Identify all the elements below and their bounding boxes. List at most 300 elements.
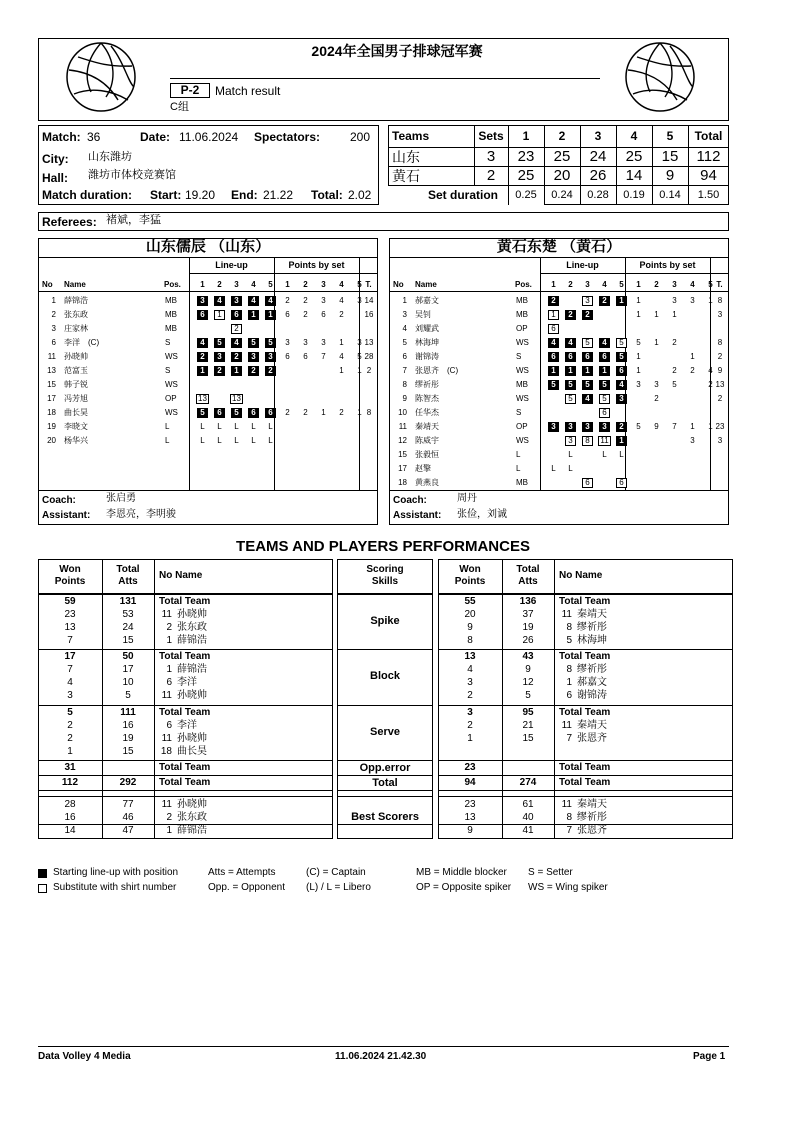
- total-atts: 21: [522, 720, 534, 731]
- player-position: S: [165, 338, 171, 347]
- score-header-5: 4: [630, 129, 638, 143]
- perf-row-line: [438, 790, 733, 791]
- set-points: 2: [303, 408, 308, 417]
- start-label: Start:: [150, 188, 182, 202]
- player-name: 陈智杰: [415, 394, 439, 403]
- player-no: 8: [566, 812, 572, 823]
- player-number: 15: [47, 380, 56, 389]
- score-header-1: Sets: [478, 129, 504, 143]
- total-label: Total: [372, 777, 398, 789]
- lineup-position: 3: [214, 352, 225, 362]
- roster-col-header: 4: [251, 280, 256, 289]
- set-points: 6: [285, 310, 290, 319]
- player-name: 曲长昊: [64, 408, 88, 417]
- player-no: 11: [561, 720, 572, 731]
- won-points: 13: [464, 651, 476, 662]
- lineup-position: 3: [248, 352, 259, 362]
- starter-square-icon: [38, 869, 47, 878]
- lineup-position: 3: [582, 422, 593, 432]
- player-number: 6: [51, 338, 56, 347]
- lineup-position: 3: [616, 394, 627, 404]
- player-no: 6: [166, 677, 172, 688]
- set-points: 2: [285, 408, 290, 417]
- player-position: L: [165, 422, 170, 431]
- lineup-position: 4: [265, 296, 276, 306]
- total-time: 2.02: [348, 188, 372, 202]
- player-number: 18: [47, 408, 56, 417]
- player-no: 1: [166, 825, 172, 836]
- lineup-position: 6: [616, 478, 627, 488]
- performance-title: TEAMS AND PLAYERS PERFORMANCES: [236, 538, 530, 555]
- lineup-position: 2: [231, 352, 242, 362]
- player-or-team: 秦靖天: [577, 609, 607, 620]
- total-atts: 12: [522, 677, 534, 688]
- lineup-label: Line-up: [215, 260, 248, 270]
- set-points: 1: [672, 310, 677, 319]
- set-points: 3: [636, 380, 641, 389]
- perf-header-left-col: [154, 559, 155, 594]
- player-position: WS: [165, 408, 178, 417]
- lineup-position: 1: [565, 366, 576, 376]
- set-points: 2: [672, 366, 677, 375]
- player-total-points: 8: [717, 338, 723, 347]
- lineup-position: 2: [599, 296, 610, 306]
- player-no: 1: [166, 635, 172, 646]
- lineup-position: 2: [214, 366, 225, 376]
- total-atts: 136: [519, 596, 537, 607]
- player-or-team: Total Team: [159, 596, 211, 607]
- player-name: 秦靖天: [415, 422, 439, 431]
- player-total-points: 2: [717, 352, 723, 361]
- player-number: 19: [47, 422, 56, 431]
- player-no: 8: [566, 622, 572, 633]
- referees-names: 褚斌，李猛: [106, 214, 161, 226]
- lineup-position: L: [251, 422, 256, 431]
- score-cell: 3: [486, 148, 496, 165]
- set-points: 1: [690, 422, 695, 431]
- set-points: 2: [285, 296, 290, 305]
- roster-col-header: 3: [585, 280, 590, 289]
- lineup-position: 3: [565, 422, 576, 432]
- lineup-position: 4: [599, 338, 610, 348]
- lineup-position: L: [268, 422, 273, 431]
- player-or-team: 缪祈彤: [577, 622, 607, 633]
- player-or-team: 郝嘉文: [577, 677, 607, 688]
- player-number: 17: [47, 394, 56, 403]
- points-label: Points by set: [639, 260, 696, 270]
- won-points: 7: [67, 635, 73, 646]
- score-header-4: 3: [594, 129, 602, 143]
- lineup-position: 5: [214, 338, 225, 348]
- won-points: 28: [64, 799, 76, 810]
- performance-table: [38, 559, 733, 839]
- lineup-position: 6: [616, 366, 627, 376]
- player-no: 2: [166, 812, 172, 823]
- roster-header-line: [389, 291, 729, 292]
- lineup-position: L: [268, 436, 273, 445]
- referees-label: Referees:: [42, 215, 97, 229]
- won-points-header-away: Won Points: [454, 564, 486, 587]
- player-name: 范富玉: [64, 366, 88, 375]
- legend-item: MB = Middle blocker: [416, 867, 507, 878]
- lineup-position: 13: [230, 394, 243, 404]
- roster-col-header: 2: [568, 280, 573, 289]
- player-number: 7: [402, 366, 407, 375]
- legend-item: Opp. = Opponent: [208, 882, 286, 893]
- won-points: 1: [467, 733, 473, 744]
- total-team-label: Total Team: [559, 762, 611, 773]
- lineup-position: 5: [599, 394, 610, 404]
- roster-col-header: Name: [64, 280, 86, 289]
- player-or-team: 孙晓帅: [177, 799, 207, 810]
- points-label: Points by set: [288, 260, 345, 270]
- player-position: WS: [165, 352, 178, 361]
- lineup-position: 2: [548, 296, 559, 306]
- player-no: 7: [566, 733, 572, 744]
- lineup-position: 4: [565, 338, 576, 348]
- footer-timestamp: 11.06.2024 21.42.30: [335, 1051, 427, 1062]
- doc-code-box: P-2: [170, 83, 210, 98]
- player-or-team: Total Team: [559, 707, 611, 718]
- player-or-team: 薛锦浩: [177, 635, 207, 646]
- set-points: 3: [321, 296, 326, 305]
- player-name: 薛锦浩: [64, 296, 88, 305]
- lineup-position: 1: [582, 366, 593, 376]
- won-points: 59: [64, 596, 76, 607]
- set-points: 1: [636, 366, 641, 375]
- perf-block-line: [438, 649, 733, 650]
- match-label: Match:: [42, 130, 81, 144]
- roster-col-header: 4: [339, 280, 344, 289]
- team-name: 黄石东楚 （黄石）: [496, 238, 622, 255]
- player-or-team: 缪祈彤: [577, 812, 607, 823]
- set-points: 1: [654, 310, 659, 319]
- player-number: 2: [51, 310, 56, 319]
- score-duration-line: [544, 204, 729, 205]
- city-label: City:: [42, 152, 69, 166]
- lineup-position: 5: [582, 380, 593, 390]
- lineup-position: 1: [214, 310, 225, 320]
- player-name: 陈威宇: [415, 436, 439, 445]
- set-points: 4: [339, 296, 344, 305]
- player-no: 2: [166, 622, 172, 633]
- roster-col-header: Pos.: [164, 280, 181, 289]
- roster-col-header: 2: [217, 280, 222, 289]
- won-points: 94: [464, 777, 476, 788]
- won-points: 20: [464, 609, 476, 620]
- lineup-position: 5: [565, 380, 576, 390]
- roster-col-header: 1: [551, 280, 556, 289]
- substitute-square-icon: [38, 884, 47, 893]
- total-atts: 50: [122, 651, 134, 662]
- player-position: OP: [516, 422, 528, 431]
- footer-source: Data Volley 4 Media: [38, 1051, 131, 1062]
- lineup-position: 2: [248, 366, 259, 376]
- set-points: 1: [636, 310, 641, 319]
- player-no: 7: [566, 825, 572, 836]
- player-number: 5: [402, 338, 407, 347]
- score-cell: 25: [517, 167, 535, 184]
- player-position: MB: [516, 310, 528, 319]
- player-number: 12: [398, 436, 407, 445]
- roster-col-header: 5: [619, 280, 624, 289]
- player-or-team: 李洋: [177, 720, 197, 731]
- player-no: 1: [166, 664, 172, 675]
- no-name-header-away: No Name: [559, 570, 603, 581]
- player-name: 张恩齐 (C): [415, 366, 459, 375]
- player-no: 11: [561, 609, 572, 620]
- set-points: 2: [690, 366, 695, 375]
- roster-col-header: No: [42, 280, 53, 289]
- title-underline: [170, 78, 600, 79]
- set-points: 9: [654, 422, 659, 431]
- lineup-position: 4: [616, 380, 627, 390]
- coach-name: 周丹: [457, 493, 477, 504]
- lineup-position: L: [200, 422, 205, 431]
- player-no: 8: [566, 664, 572, 675]
- lineup-position: 11: [598, 436, 611, 446]
- lineup-position: 13: [196, 394, 209, 404]
- won-points: 2: [67, 733, 73, 744]
- lineup-position: 6: [565, 352, 576, 362]
- won-points: 9: [467, 825, 473, 836]
- won-points: 5: [67, 707, 73, 718]
- lineup-position: L: [602, 450, 607, 459]
- legend-item: WS = Wing spiker: [528, 882, 608, 893]
- lineup-position: 3: [265, 352, 276, 362]
- team-name-line: [38, 257, 378, 258]
- player-number: 20: [47, 436, 56, 445]
- total-atts-header-home: Total Atts: [116, 564, 140, 587]
- player-position: WS: [165, 380, 178, 389]
- total-atts: 10: [122, 677, 134, 688]
- match-number: 36: [87, 130, 101, 144]
- lineup-position: L: [234, 436, 239, 445]
- player-name: 林海坤: [415, 338, 439, 347]
- lineup-position: 1: [548, 366, 559, 376]
- match-date: 11.06.2024: [179, 130, 239, 144]
- won-points: 23: [464, 762, 476, 773]
- perf-block-line: [337, 705, 433, 706]
- set-points: 1: [339, 366, 344, 375]
- spectators-label: Spectators:: [254, 130, 321, 144]
- set-points: 2: [672, 338, 677, 347]
- skill-label: Serve: [370, 726, 400, 738]
- no-name-header-home: No Name: [159, 570, 203, 581]
- set-points: 6: [303, 352, 308, 361]
- player-or-team: Total Team: [159, 651, 211, 662]
- legend-item: Atts = Attempts: [208, 867, 276, 878]
- coach-label: Coach:: [42, 495, 76, 506]
- player-number: 6: [402, 352, 407, 361]
- lineup-position: 2: [197, 352, 208, 362]
- set-points: 7: [321, 352, 326, 361]
- set-duration-3: 0.19: [623, 189, 645, 201]
- lineup-position: 6: [248, 408, 259, 418]
- total-atts: 61: [522, 799, 534, 810]
- lineup-position: 6: [265, 408, 276, 418]
- set-duration-4: 0.14: [659, 189, 681, 201]
- total-atts: 292: [119, 777, 137, 788]
- player-position: S: [516, 408, 522, 417]
- score-cell: 黄石: [392, 168, 420, 184]
- won-points: 4: [467, 664, 473, 675]
- won-points: 7: [67, 664, 73, 675]
- score-header-7: Total: [694, 129, 723, 143]
- perf-row-line: [438, 775, 733, 776]
- perf-block-line: [438, 705, 733, 706]
- score-header-2: 1: [522, 129, 530, 143]
- legend-item: (L) / L = Libero: [306, 882, 371, 893]
- player-position: S: [165, 366, 171, 375]
- player-number: 3: [402, 310, 407, 319]
- player-number: 11: [47, 352, 56, 361]
- total-atts: 274: [519, 777, 537, 788]
- player-or-team: 孙晓帅: [177, 733, 207, 744]
- lineup-position: 5: [197, 408, 208, 418]
- score-cell: 15: [661, 148, 679, 165]
- total-atts: 43: [522, 651, 534, 662]
- total-atts: 5: [525, 690, 531, 701]
- player-no: 5: [566, 635, 572, 646]
- set-points: 2: [303, 310, 308, 319]
- player-total-points: 9: [717, 366, 723, 375]
- lineup-position: 5: [548, 380, 559, 390]
- roster-col-header: 1: [200, 280, 205, 289]
- lineup-position: 1: [616, 436, 627, 446]
- player-position: MB: [165, 296, 177, 305]
- total-atts: 19: [522, 622, 534, 633]
- team-name-line: [389, 257, 729, 258]
- lineup-position: 4: [548, 338, 559, 348]
- set-points: 1: [636, 352, 641, 361]
- coach-line: [38, 490, 378, 491]
- subheader-line: [189, 273, 378, 274]
- player-name: 李晓文: [64, 422, 88, 431]
- lineup-position: 3: [599, 422, 610, 432]
- player-or-team: 张恩齐: [577, 825, 607, 836]
- perf-block-line: [337, 649, 433, 650]
- lineup-position: 5: [265, 338, 276, 348]
- won-points: 3: [467, 707, 473, 718]
- lineup-position: 4: [214, 296, 225, 306]
- roster-col-header: T.: [716, 280, 723, 289]
- score-header-0: Teams: [392, 129, 430, 143]
- score-cell: 9: [665, 167, 675, 184]
- player-no: 11: [161, 799, 172, 810]
- won-points: 8: [467, 635, 473, 646]
- set-points: 4: [339, 352, 344, 361]
- player-or-team: 秦靖天: [577, 720, 607, 731]
- player-total-points: 13: [715, 380, 725, 389]
- player-or-team: Total Team: [559, 596, 611, 607]
- player-position: MB: [516, 296, 528, 305]
- set-points: 3: [690, 436, 695, 445]
- won-points: 112: [61, 777, 79, 788]
- lineup-position: 4: [248, 296, 259, 306]
- city-value: 山东潍坊: [88, 151, 132, 163]
- player-total-points: 13: [364, 338, 374, 347]
- won-points: 1: [67, 746, 73, 757]
- score-cell: 26: [589, 167, 607, 184]
- roster-col-header: 3: [234, 280, 239, 289]
- player-or-team: 薛锦浩: [177, 825, 207, 836]
- set-points: 6: [321, 310, 326, 319]
- total-atts: 53: [122, 609, 134, 620]
- player-name: 刘耀武: [415, 324, 439, 333]
- set-points: 5: [672, 380, 677, 389]
- lineup-position: 2: [231, 324, 242, 334]
- perf-block-line: [38, 705, 333, 706]
- player-position: MB: [516, 478, 528, 487]
- total-atts: 111: [120, 707, 136, 718]
- score-header-3: 2: [558, 129, 566, 143]
- lineup-position: 1: [197, 366, 208, 376]
- roster-col-header: 5: [268, 280, 273, 289]
- player-name: 赵擎: [415, 464, 431, 473]
- lineup-position: 3: [231, 296, 242, 306]
- lineup-position: 5: [582, 338, 593, 348]
- player-no: 11: [161, 733, 172, 744]
- assistant-label: Assistant:: [42, 510, 91, 521]
- set-points: 3: [357, 296, 362, 305]
- team-name: 山东儒辰 （山东）: [145, 238, 271, 255]
- perf-row-line: [38, 760, 333, 761]
- player-total-points: 16: [364, 310, 374, 319]
- set-points: 3: [303, 338, 308, 347]
- score-cell: 94: [700, 167, 717, 184]
- perf-row-line: [438, 760, 733, 761]
- roster-col-header: 5: [357, 280, 362, 289]
- won-points: 2: [467, 690, 473, 701]
- lineup-position: 6: [599, 408, 610, 418]
- set-duration-0: 0.25: [515, 189, 537, 201]
- lineup-position: L: [568, 450, 573, 459]
- lineup-position: 2: [616, 422, 627, 432]
- perf-header-right-col: [554, 559, 555, 594]
- set-points: 3: [357, 338, 362, 347]
- player-number: 17: [398, 464, 407, 473]
- total-atts: 15: [122, 746, 134, 757]
- lineup-position: L: [217, 436, 222, 445]
- score-cell: 2: [486, 167, 496, 184]
- lineup-position: 4: [582, 394, 593, 404]
- lineup-position: L: [568, 464, 573, 473]
- set-points: 1: [321, 408, 326, 417]
- player-position: MB: [516, 380, 528, 389]
- total-team-label: Total Team: [559, 777, 611, 788]
- team-roster-away: [389, 238, 729, 525]
- won-points: 23: [464, 799, 476, 810]
- total-atts: 5: [125, 690, 131, 701]
- legend-item: (C) = Captain: [306, 867, 366, 878]
- won-points: 23: [64, 609, 76, 620]
- total-team-label: Total Team: [159, 762, 211, 773]
- player-total-points: 3: [717, 436, 723, 445]
- won-points: 55: [464, 596, 476, 607]
- player-position: OP: [516, 324, 528, 333]
- total-atts: 47: [122, 825, 134, 836]
- hall-value: 潍坊市体校竞赛馆: [88, 169, 176, 181]
- date-label: Date:: [140, 130, 171, 144]
- set-points: 3: [321, 338, 326, 347]
- won-points: 2: [467, 720, 473, 731]
- score-table: [388, 125, 729, 205]
- roster-col-header: 1: [636, 280, 641, 289]
- lineup-position: 6: [548, 324, 559, 334]
- set-points: 2: [654, 394, 659, 403]
- lineup-position: 5: [599, 380, 610, 390]
